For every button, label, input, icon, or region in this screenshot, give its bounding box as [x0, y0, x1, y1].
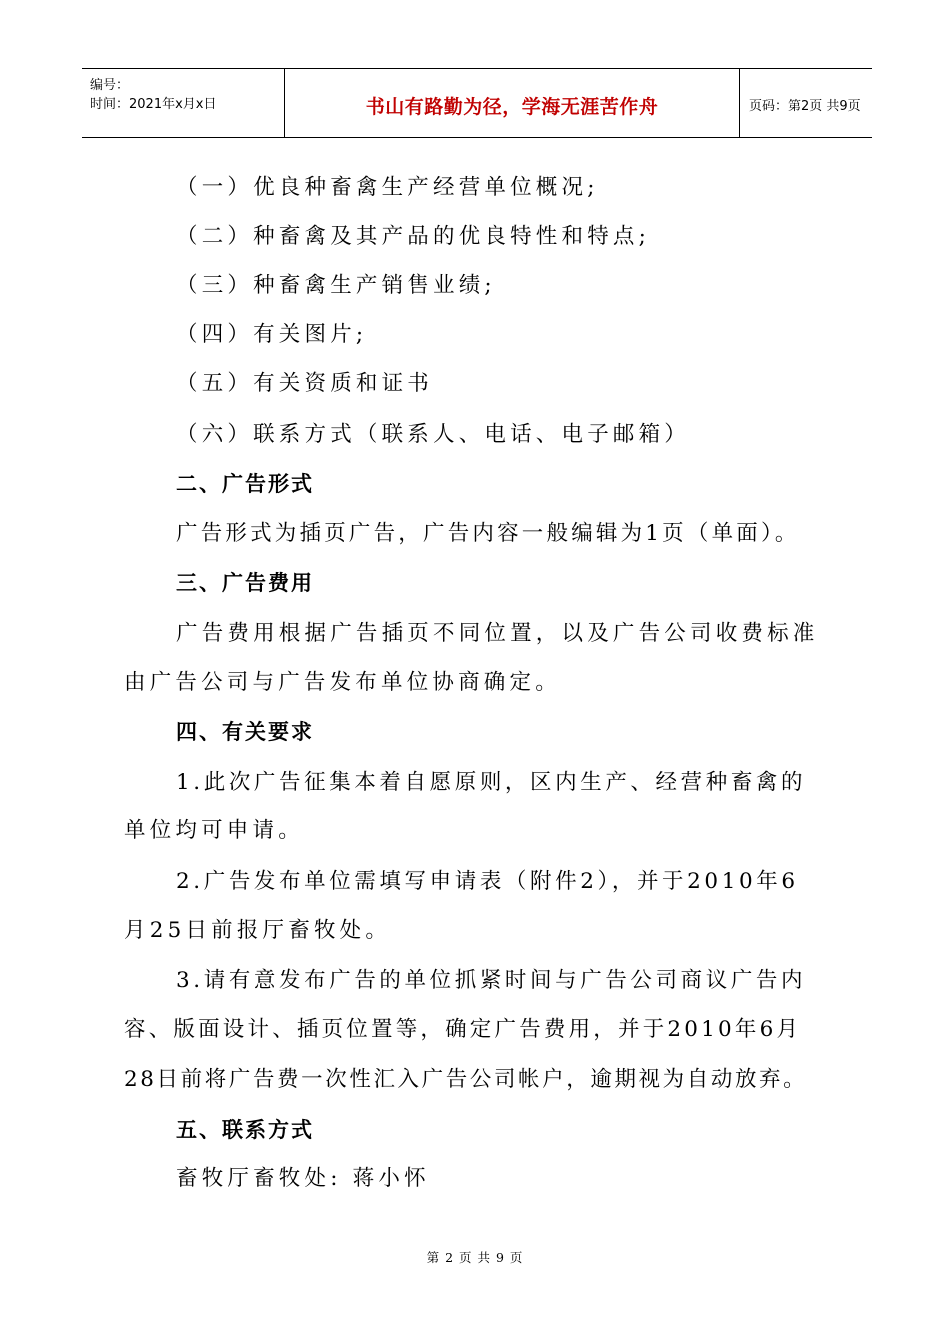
paragraph: 由广告公司与广告发布单位协商确定。 — [124, 670, 561, 695]
page-footer: 第 2 页 共 9 页 — [426, 1250, 524, 1265]
time-label: 时间：2021年x月x日 — [90, 97, 217, 112]
serial-label: 编号： — [90, 78, 130, 93]
list-item: （四）有关图片; — [176, 322, 368, 347]
list-item: （三）种畜禽生产销售业绩; — [176, 273, 496, 298]
paragraph: 3.请有意发布广告的单位抓紧时间与广告公司商议广告内 — [176, 968, 807, 993]
section-heading: 二、广告形式 — [176, 472, 314, 496]
paragraph: 月25日前报厅畜牧处。 — [124, 918, 392, 943]
header-page-cell — [739, 69, 872, 137]
paragraph: 广告费用根据广告插页不同位置，以及广告公司收费标准 — [176, 621, 819, 646]
header-meta-cell — [82, 69, 284, 137]
header-motto-cell — [284, 69, 740, 137]
section-heading: 三、广告费用 — [176, 571, 314, 595]
section-heading: 五、联系方式 — [176, 1118, 314, 1142]
paragraph: 1.此次广告征集本着自愿原则，区内生产、经营种畜禽的 — [176, 770, 807, 795]
paragraph: 畜牧厅畜牧处: 蒋小怀 — [176, 1166, 430, 1191]
paragraph: 单位均可申请。 — [124, 818, 304, 843]
paragraph: 容、版面设计、插页位置等，确定广告费用，并于2010年6月 — [124, 1017, 802, 1042]
list-item: （五）有关资质和证书 — [176, 371, 434, 396]
paragraph: 广告形式为插页广告，广告内容一般编辑为1页（单面）。 — [176, 521, 800, 546]
header-motto: 书山有路勤为径，学海无涯苦作舟 — [365, 96, 659, 118]
list-item: （一）优良种畜禽生产经营单位概况; — [176, 175, 599, 200]
header-page-info: 页码：第2页 共9页 — [749, 99, 861, 114]
list-item: （二）种畜禽及其产品的优良特性和特点; — [176, 224, 651, 249]
document-header — [82, 68, 872, 138]
paragraph: 28日前将广告费一次性汇入广告公司帐户，逾期视为自动放弃。 — [124, 1067, 808, 1092]
list-item: （六）联系方式（联系人、电话、电子邮箱） — [176, 422, 691, 447]
paragraph: 2.广告发布单位需填写申请表（附件2），并于2010年6 — [176, 869, 799, 894]
section-heading: 四、有关要求 — [176, 720, 314, 744]
